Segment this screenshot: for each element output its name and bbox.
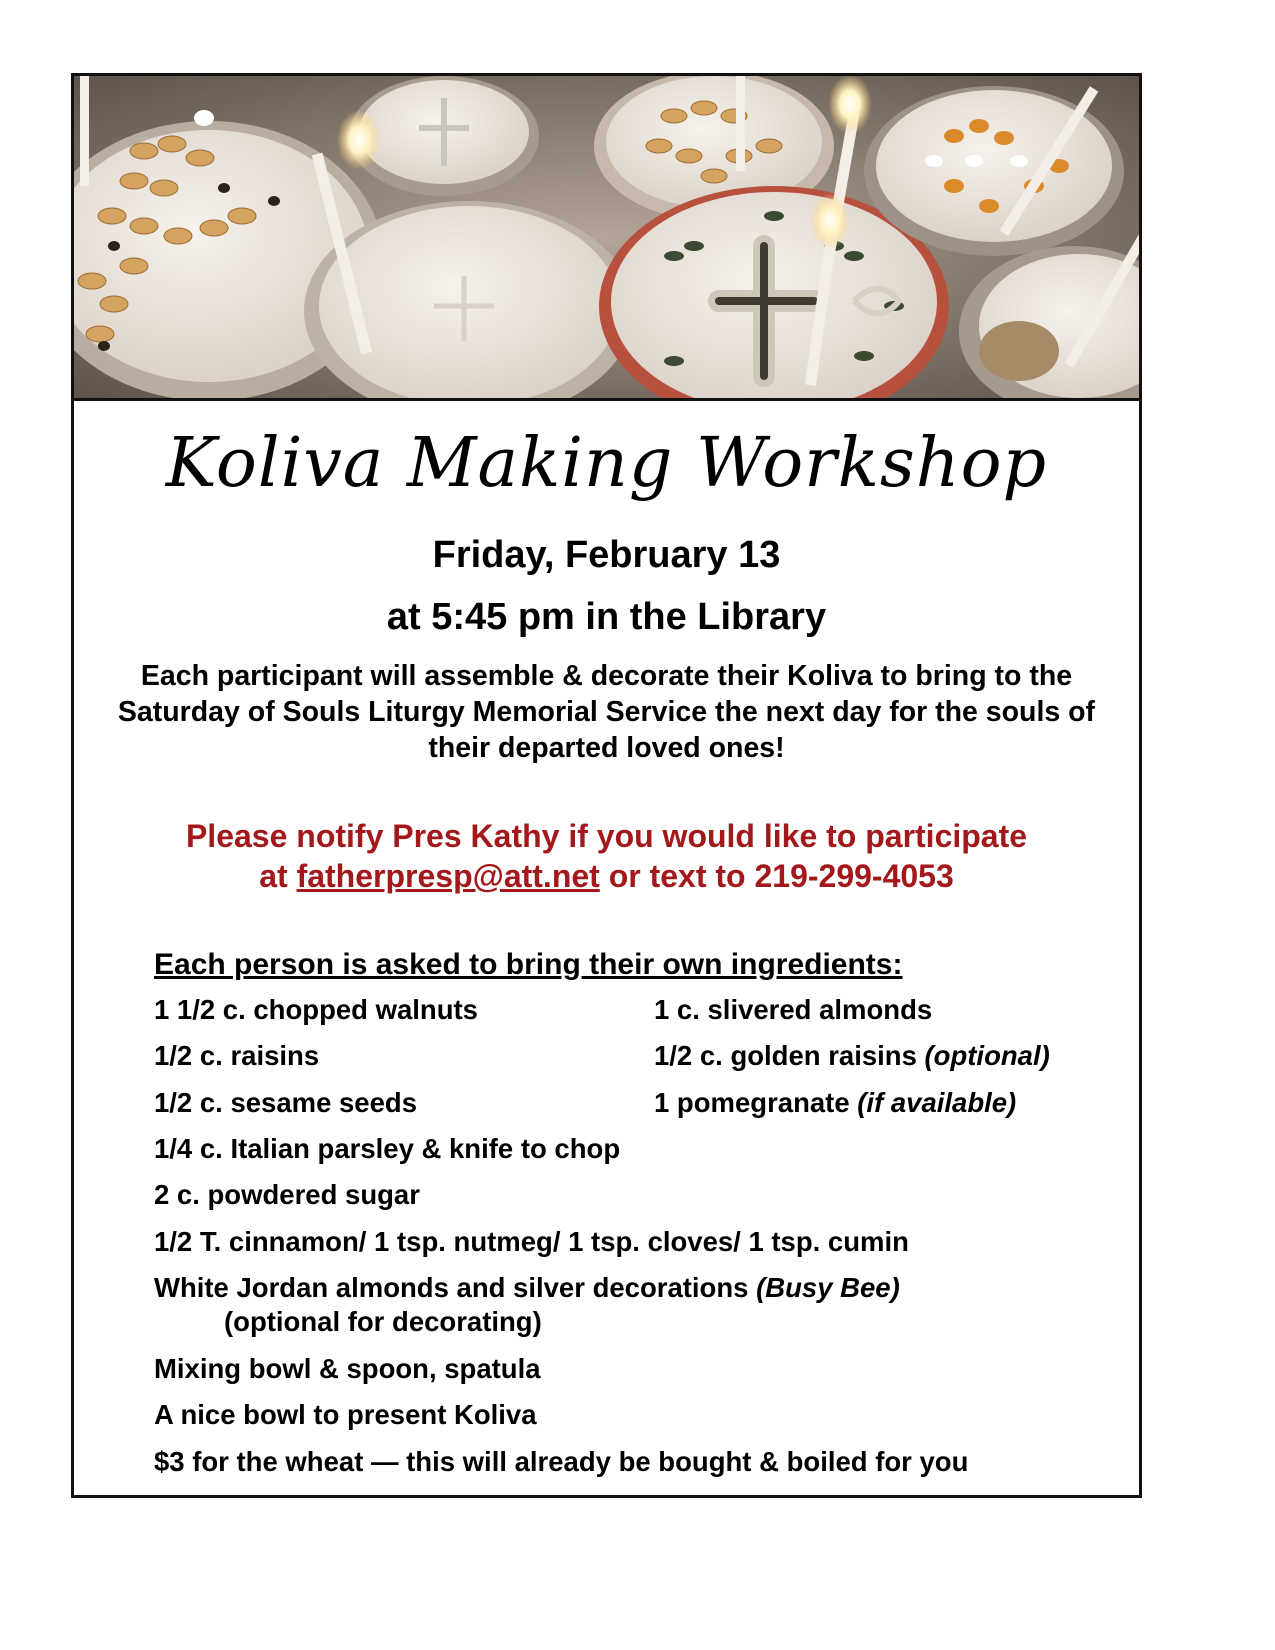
notify-line-2 xyxy=(74,856,1139,896)
golden-raisins-note: (optional) xyxy=(924,1040,1050,1071)
jordan-note: (Busy Bee) xyxy=(756,1272,900,1303)
golden-raisins-text: 1/2 c. golden raisins xyxy=(654,1040,925,1071)
event-date: Friday, February 13 xyxy=(432,534,781,576)
ingredient-sugar: 2 c. powdered sugar xyxy=(154,1179,420,1210)
ingredient-wheat: $3 for the wheat — this will already be bought & boiled for you xyxy=(154,1446,969,1477)
koliva-trays-candles-photo xyxy=(74,76,1139,401)
page-title: Koliva Making Workshop xyxy=(165,424,1048,503)
notify-prefix: at xyxy=(259,858,297,894)
photo-illustration xyxy=(74,76,1139,398)
jordan-text: White Jordan almonds and silver decorations xyxy=(154,1272,757,1303)
event-description: Each participant will assemble & decorate their Koliva to bring to the Saturday of Souls Liturgy Memorial Service the next day for the souls of their departed loved ones! xyxy=(117,660,1096,764)
pomegranate-note: (if available) xyxy=(857,1087,1017,1118)
ingredients-heading: Each person is asked to bring their own ingredients: xyxy=(154,948,903,981)
ingredient-mixing-bowl: Mixing bowl & spoon, spatula xyxy=(154,1353,541,1384)
email-link[interactable]: fatherpresp@att.net xyxy=(296,858,600,894)
ingredient-golden-raisins xyxy=(654,1039,1050,1073)
jordan-optional-note: (optional for decorating) xyxy=(224,1306,542,1337)
ingredient-walnuts: 1 1/2 c. chopped walnuts xyxy=(154,994,478,1025)
notify-phone: or text to 219-299-4053 xyxy=(599,858,954,894)
flyer-frame xyxy=(71,73,1142,1498)
notify-block xyxy=(74,816,1139,896)
ingredient-spices: 1/2 T. cinnamon/ 1 tsp. nutmeg/ 1 tsp. cloves/ 1 tsp. cumin xyxy=(154,1226,909,1257)
notify-line-1: Please notify Pres Kathy if you would like to participate xyxy=(185,818,1028,854)
pomegranate-text: 1 pomegranate xyxy=(654,1087,858,1118)
ingredient-raisins: 1/2 c. raisins xyxy=(154,1040,320,1071)
ingredient-pomegranate xyxy=(654,1086,1016,1120)
event-time-place: at 5:45 pm in the Library xyxy=(386,596,827,638)
ingredient-sesame: 1/2 c. sesame seeds xyxy=(154,1087,417,1118)
ingredient-parsley: 1/4 c. Italian parsley & knife to chop xyxy=(154,1133,621,1164)
ingredient-jordan-almonds xyxy=(154,1271,900,1305)
ingredient-present-bowl: A nice bowl to present Koliva xyxy=(154,1399,537,1430)
ingredient-almonds: 1 c. slivered almonds xyxy=(654,994,933,1025)
